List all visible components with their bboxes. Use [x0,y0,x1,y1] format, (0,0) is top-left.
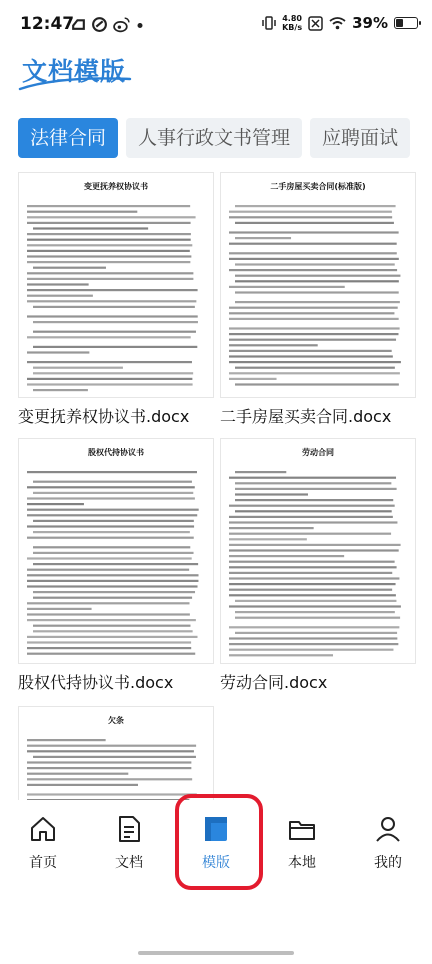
notification-icon [70,16,87,33]
thumbnail-text-line [229,355,393,357]
template-card[interactable] [18,172,214,426]
status-bar [0,0,432,50]
nav-label-local: 本地 [288,855,316,871]
thumbnail-text-line [229,477,396,479]
thumbnail-text-line [33,597,192,599]
thumbnail-text-line [33,346,197,348]
thumbnail-text-line [229,549,399,551]
thumbnail-text-line [33,630,193,632]
thumbnail-text-line [229,333,398,335]
thumbnail-text-line [235,205,396,207]
thumbnail-text-line [229,566,397,568]
thumbnail-text-line [33,492,193,494]
thumbnail-text-line [27,295,93,297]
thumbnail-text-line [229,527,314,529]
template-thumbnail[interactable] [220,172,416,398]
thumbnail-text-line [27,503,84,505]
thumbnail-text-line [229,544,401,546]
thumbnail-doc-title: 劳动合同 [302,448,334,457]
thumbnail-text-line [229,350,392,352]
thumbnail-text-line [235,471,286,473]
thumbnail-text-line [27,750,194,752]
thumbnail-text-line [229,327,400,329]
home-icon [28,814,58,844]
thumbnail-text-line [27,619,196,621]
thumbnail-text-line [235,482,391,484]
thumbnail-text-line [33,481,192,483]
template-filename[interactable]: 劳动合同.docx [220,673,328,692]
template-thumbnail[interactable] [18,172,214,398]
thumbnail-text-line [27,585,198,587]
thumbnail-text-line [27,239,191,241]
nav-documents[interactable] [94,814,164,872]
thumbnail-text-lines [221,195,416,395]
thumbnail-text-line [229,583,396,585]
thumbnail-text-line [33,520,194,522]
thumbnail-text-line [229,589,392,591]
page-title: 文档模版 [22,57,127,86]
thumbnail-text-line [33,227,148,229]
thumbnail-text-line [229,538,307,540]
thumbnail-text-line [33,625,190,627]
thumbnail-text-line [229,312,394,314]
thumbnail-text-line [27,486,195,488]
thumbnail-text-line [33,546,190,548]
thumbnail-text-line [27,289,198,291]
thumbnail-text-line [27,647,191,649]
nav-label-home: 首页 [29,855,57,871]
thumbnail-text-line [27,525,194,527]
net-speed: 4.80 KB/s [282,14,303,32]
thumbnail-text-line [229,318,399,320]
thumbnail-text-line [229,252,397,254]
thumbnail-text-line [27,244,192,246]
thumbnail-text-line [27,761,191,763]
dot-icon [136,16,144,33]
thumbnail-text-line [229,243,397,245]
thumbnail-text-line [27,653,195,655]
thumbnail-text-line [235,383,399,385]
nav-label-documents: 文档 [115,855,143,871]
thumbnail-text-line [27,602,189,604]
thumbnail-text-line [27,509,199,511]
battery-icon [394,17,418,29]
thumbnail-text-line [27,278,193,280]
sync-icon [91,16,108,33]
thumbnail-text-line [33,563,198,565]
thumbnail-text-line [229,643,398,645]
thumbnail-text-line [229,286,345,288]
thumbnail-text-line [235,291,399,293]
nav-label-templates: 模版 [202,855,230,871]
thumbnail-text-line [33,306,195,308]
template-filename[interactable]: 变更抚养权协议书.docx [18,407,190,426]
wifi-icon [329,16,346,30]
thumbnail-text-line [229,533,391,535]
thumbnail-text-line [235,510,392,512]
thumbnail-text-line [229,269,397,271]
thumbnail-text-line [33,756,196,758]
thumbnail-text-line [27,793,197,795]
thumbnail-text-line [229,307,398,309]
thumbnail-text-line [33,389,88,391]
thumbnail-doc-title: 欠条 [108,716,124,725]
thumbnail-text-line [27,205,190,207]
thumbnail-text-line [229,339,396,341]
thumbnail-text-line [27,250,190,252]
battery-fill [396,19,403,27]
thumbnail-text-line [229,637,397,639]
thumbnail-text-line [27,222,191,224]
thumbnail-text-line [27,361,192,363]
thumbnail-text-line [33,367,123,369]
thumbnail-text-line [27,233,191,235]
thumbnail-text-lines [19,461,214,661]
thumbnail-text-line [27,580,198,582]
thumbnail-text-line [27,497,195,499]
battery-percent: 39% [352,14,388,32]
thumbnail-text-line [229,211,392,213]
thumbnail-text-line [27,272,193,274]
data-off-icon [308,16,323,31]
thumbnail-text-line [229,516,393,518]
thumbnail-text-line [33,372,193,374]
thumbnail-text-line [27,300,196,302]
thumbnail-text-line [235,632,397,634]
thumbnail-text-line [229,626,399,628]
thumbnail-text-line [235,280,399,282]
thumbnail-text-line [27,613,190,615]
thumbnail-text-line [235,611,395,613]
thumbnail-text-line [33,531,190,533]
thumbnail-text-line [229,577,399,579]
thumbnail-text-line [27,574,199,576]
thumbnail-text-line [235,493,308,495]
thumbnail-text-line [33,552,194,554]
thumbnail-text-line [235,600,396,602]
thumbnail-text-line [33,267,106,269]
thumbnail-text-line [235,617,400,619]
thumbnail-text-line [27,557,192,559]
thumbnail-text-line [27,767,191,769]
thumbnail-text-line [27,739,106,741]
thumbnail-text-line [27,216,196,218]
thumbnail-text-line [229,572,392,574]
template-filename[interactable]: 股权代持协议书.docx [18,673,174,692]
thumbnail-text-line [229,521,397,523]
thumbnail-text-line [229,344,318,346]
thumbnail-text-line [27,569,189,571]
thumbnail-text-line [229,372,400,374]
thumbnail-text-line [33,591,195,593]
thumbnail-text-lines [19,195,214,395]
thumbnail-text-line [27,315,198,317]
thumbnail-text-line [229,378,277,380]
tab-legal-contracts[interactable]: 法律合同 [18,118,118,158]
template-thumbnail[interactable] [220,438,416,664]
thumbnail-text-line [27,641,191,643]
nav-home[interactable] [8,814,78,872]
profile-icon [373,814,403,844]
thumbnail-text-line [235,275,400,277]
thumbnail-text-line [33,321,198,323]
thumbnail-text-line [27,283,89,285]
nav-profile[interactable] [353,814,423,872]
highlight-ring [175,794,263,890]
thumbnail-doc-title: 股权代持协议书 [88,448,144,457]
thumbnail-text-line [235,367,395,369]
thumbnail-text-line [27,608,92,610]
thumbnail-text-line [33,331,196,333]
title-underline-decoration [18,72,138,94]
thumbnail-text-line [27,336,191,338]
status-time: 12:47 [20,14,75,34]
category-tabs [18,118,432,162]
thumbnail-text-line [229,216,392,218]
thumbnail-text-line [27,351,89,353]
thumbnail-text-line [229,231,399,233]
template-card[interactable] [220,438,416,692]
thumbnail-doc-title: 二手房屋买卖合同(标准版) [270,182,366,191]
thumbnail-text-lines [221,461,416,661]
template-filename[interactable]: 二手房屋买卖合同.docx [220,407,392,426]
thumbnail-text-line [235,301,400,303]
thumbnail-doc-title: 变更抚养权协议书 [84,182,148,191]
thumbnail-text-line [27,471,197,473]
folder-icon [287,814,317,844]
thumbnail-text-line [229,258,399,260]
template-card[interactable] [18,438,214,692]
thumbnail-text-line [229,605,401,607]
home-indicator [138,951,294,955]
thumbnail-text-line [235,499,393,501]
thumbnail-text-line [229,505,395,507]
nav-local[interactable] [267,814,337,872]
thumbnail-text-line [229,594,396,596]
thumbnail-text-line [27,636,198,638]
thumbnail-text-line [27,778,192,780]
thumbnail-text-line [229,361,401,363]
thumbnail-text-line [27,378,192,380]
thumbnail-text-line [229,649,393,651]
thumbnail-text-line [27,745,196,747]
thumbnail-text-line [229,555,344,557]
thumbnail-text-line [27,383,193,385]
thumbnail-text-line [27,773,128,775]
thumbnail-text-line [27,784,138,786]
thumbnail-text-line [235,488,397,490]
vibrate-icon [262,15,276,31]
thumbnail-text-line [235,237,291,239]
document-icon [114,814,144,844]
nav-label-profile: 我的 [374,855,402,871]
template-thumbnail[interactable] [18,438,214,664]
thumbnail-text-line [235,222,394,224]
thumbnail-text-line [229,654,333,656]
thumbnail-text-line [229,561,395,563]
thumbnail-text-line [27,514,197,516]
thumbnail-text-line [27,255,191,257]
thumbnail-text-line [235,263,395,265]
template-card[interactable] [220,172,416,426]
thumbnail-text-line [27,211,137,213]
tab-hr-admin-documents[interactable]: 人事行政文书管理 [126,118,302,158]
weibo-icon [113,16,130,33]
tab-job-interview[interactable]: 应聘面试 [310,118,410,158]
thumbnail-text-line [27,537,194,539]
thumbnail-text-line [27,261,190,263]
